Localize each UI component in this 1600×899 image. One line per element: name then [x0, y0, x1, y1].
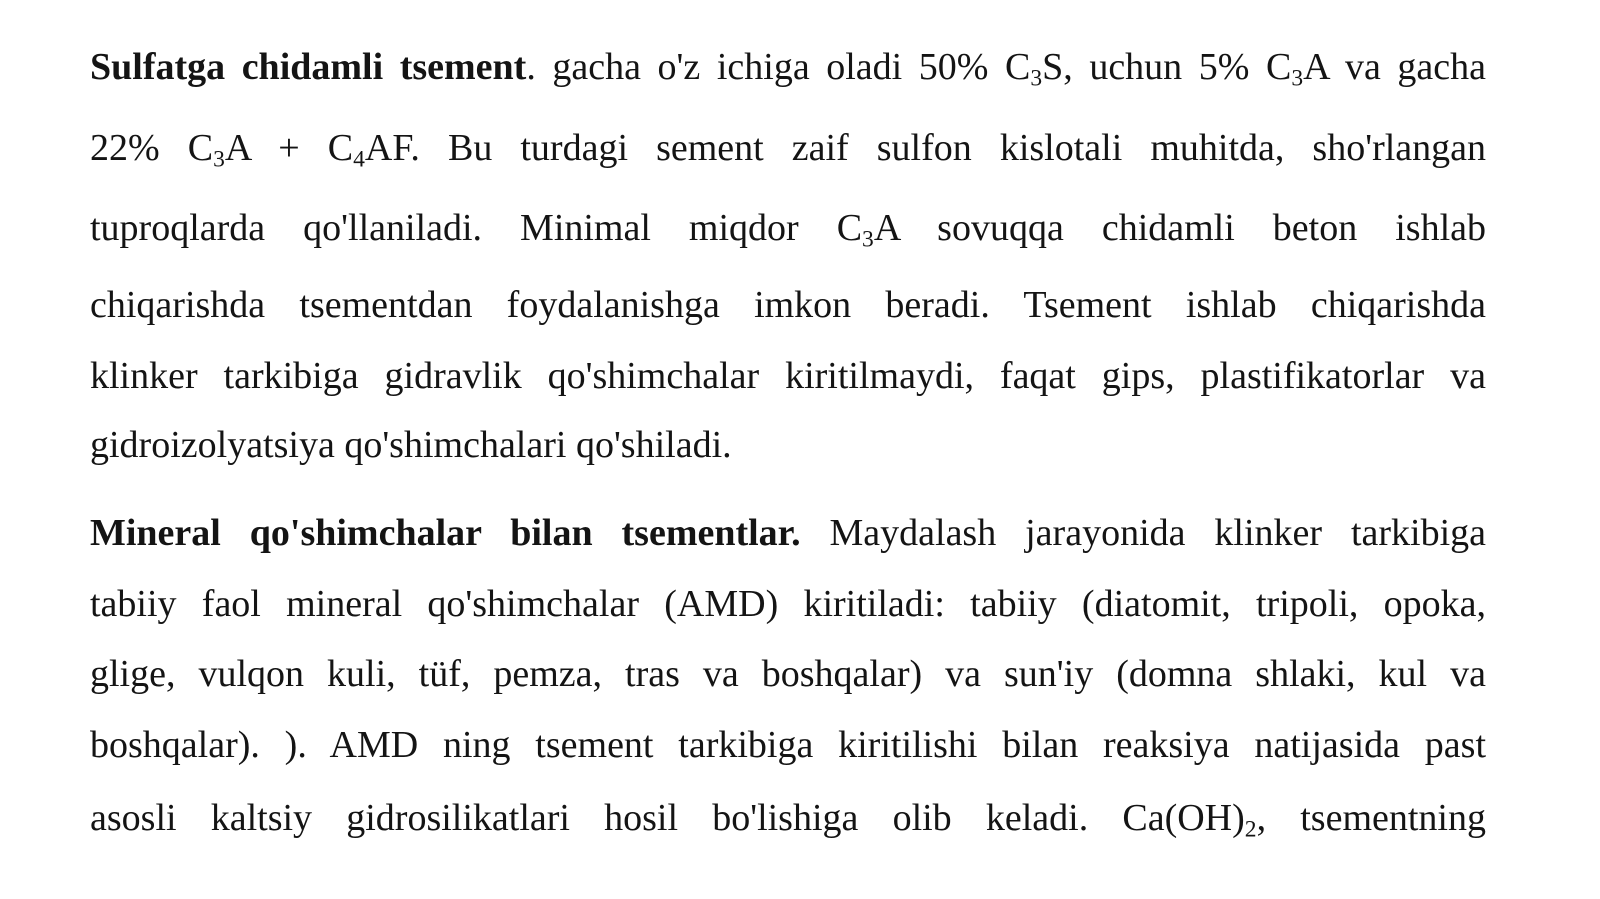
- text-segment: Maydalash jarayonida klinker tarkibiga: [800, 512, 1486, 554]
- text-segment: chiqarishda tsementdan foydalanishga imkon beradi. Tsement ishlab chiqarishda: [90, 284, 1486, 326]
- bold-heading-text: Sulfatga chidamli tsement: [90, 46, 527, 88]
- subscript: 3: [1291, 65, 1304, 92]
- subscript: 3: [1030, 65, 1043, 92]
- text-line: [90, 650, 1486, 698]
- text-segment: S, uchun 5% C: [1042, 46, 1292, 88]
- text-segment: AF. Bu turdagi sement zaif sulfon kislotali muhitda, sho'rlangan: [364, 127, 1486, 169]
- text-segment: klinker tarkibiga gidravlik qo'shimchalar kiritilmaydi, faqat gips, plastifikatorlar va: [90, 355, 1486, 397]
- text-line: [90, 580, 1486, 628]
- subscript: 4: [353, 146, 365, 173]
- subscript: 3: [213, 146, 225, 173]
- text-line: [90, 421, 1486, 469]
- text-segment: boshqalar). ). AMD ning tsement tarkibiga kiritilishi bilan reaksiya natijasida past: [90, 724, 1486, 766]
- text-segment: tuproqlarda qo'llaniladi. Minimal miqdor C: [90, 207, 863, 249]
- text-line: [90, 281, 1486, 329]
- text-segment: gidroizolyatsiya qo'shimchalari qo'shiladi.: [90, 424, 732, 466]
- text-segment: A va gacha: [1303, 46, 1486, 88]
- text-line: [90, 721, 1486, 769]
- text-segment: asosli kaltsiy gidrosilikatlari hosil bo'lishiga olib keladi. Ca(OH): [90, 797, 1245, 839]
- text-segment: A sovuqqa chidamli beton ishlab: [873, 207, 1486, 249]
- subscript: 3: [862, 226, 874, 253]
- text-segment: . gacha o'z ichiga oladi 50% C: [526, 46, 1031, 88]
- text-segment: 22% C: [90, 127, 214, 169]
- document-page: [90, 0, 1486, 899]
- text-line: [90, 794, 1486, 842]
- text-segment: A + C: [224, 127, 354, 169]
- text-segment: , tsementning: [1256, 797, 1486, 839]
- text-segment: glige, vulqon kuli, tüf, pemza, tras va boshqalar) va sun'iy (domna shlaki, kul va: [90, 653, 1486, 695]
- subscript: 2: [1244, 816, 1257, 843]
- text-line: [90, 124, 1486, 172]
- text-line: [90, 509, 1486, 557]
- text-line: [90, 352, 1486, 400]
- text-line: [90, 204, 1486, 252]
- text-segment: tabiiy faol mineral qo'shimchalar (AMD) kiritiladi: tabiiy (diatomit, tripoli, opoka,: [90, 583, 1486, 625]
- text-line: [90, 43, 1486, 91]
- bold-heading-text: Mineral qo'shimchalar bilan tsementlar.: [90, 512, 801, 554]
